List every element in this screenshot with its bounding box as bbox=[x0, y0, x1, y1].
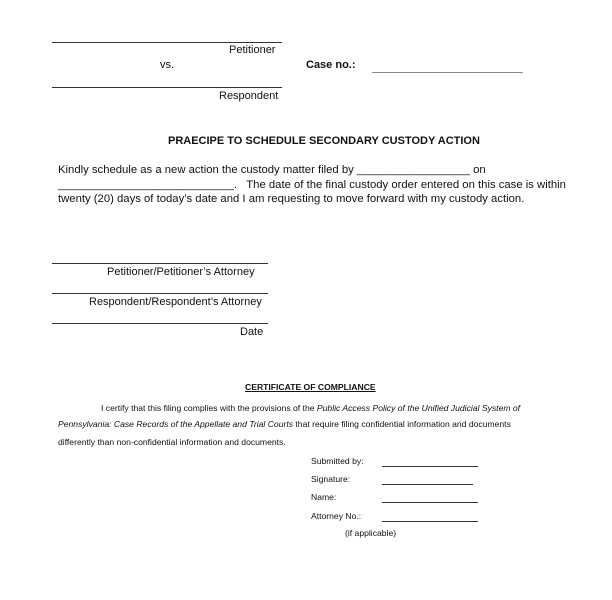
case-no-line[interactable] bbox=[372, 72, 523, 73]
vs-label: vs. bbox=[160, 59, 175, 71]
case-no-label: Case no.: bbox=[306, 59, 356, 71]
cert-line1-italic: Public Access Policy of the Unified Judicial System of bbox=[316, 403, 521, 413]
praecipe-line1-suffix: on bbox=[473, 164, 486, 176]
certificate-line-3: differently than non-confidential information and documents. bbox=[58, 437, 286, 447]
signature-label: Signature: bbox=[311, 474, 351, 484]
filed-by-blank[interactable]: __________________ bbox=[356, 164, 470, 176]
praecipe-title: PRAECIPE TO SCHEDULE SECONDARY CUSTODY ACTION bbox=[168, 135, 480, 147]
attorney-no-line[interactable] bbox=[382, 521, 478, 522]
submitted-by-line[interactable] bbox=[382, 466, 478, 467]
respondent-attorney-signature-line[interactable] bbox=[52, 293, 268, 294]
praecipe-line1-prefix: Kindly schedule as a new action the custody matter filed by bbox=[58, 164, 354, 176]
signature-line[interactable] bbox=[382, 484, 473, 485]
filed-on-blank[interactable]: ____________________________. bbox=[58, 179, 238, 191]
if-applicable-note: (if applicable) bbox=[345, 528, 397, 538]
petitioner-signature-line[interactable] bbox=[52, 42, 282, 43]
date-signature-line[interactable] bbox=[52, 323, 268, 324]
respondent-attorney-label: Respondent/Respondent’s Attorney bbox=[89, 296, 262, 308]
submitted-by-label: Submitted by: bbox=[311, 456, 364, 466]
respondent-signature-line[interactable] bbox=[52, 87, 282, 88]
petitioner-attorney-signature-line[interactable] bbox=[52, 263, 268, 264]
praecipe-line-3: twenty (20) days of today’s date and I am requesting to move forward with my custody action. bbox=[58, 193, 525, 205]
praecipe-line2-text: The date of the final custody order entered on this case is within bbox=[246, 179, 566, 191]
certificate-title: CERTIFICATE OF COMPLIANCE bbox=[245, 382, 376, 392]
cert-line2-plain: that require filing confidential information and documents bbox=[295, 419, 511, 429]
petitioner-attorney-label: Petitioner/Petitioner’s Attorney bbox=[107, 266, 255, 278]
name-label: Name: bbox=[311, 492, 337, 502]
cert-line1-plain: I certify that this filing complies with the provisions of the bbox=[101, 403, 315, 413]
petitioner-label: Petitioner bbox=[229, 44, 276, 56]
praecipe-line-2 bbox=[58, 178, 566, 192]
praecipe-line-1 bbox=[58, 163, 486, 177]
attorney-no-label: Attorney No.: bbox=[311, 511, 362, 521]
certificate-line-2 bbox=[58, 419, 511, 429]
name-line[interactable] bbox=[382, 502, 478, 503]
cert-line2-italic: Pennsylvania: Case Records of the Appellate and Trial Courts bbox=[58, 419, 294, 429]
certificate-line-1 bbox=[101, 403, 520, 413]
date-label: Date bbox=[240, 326, 264, 338]
respondent-label: Respondent bbox=[219, 90, 279, 102]
